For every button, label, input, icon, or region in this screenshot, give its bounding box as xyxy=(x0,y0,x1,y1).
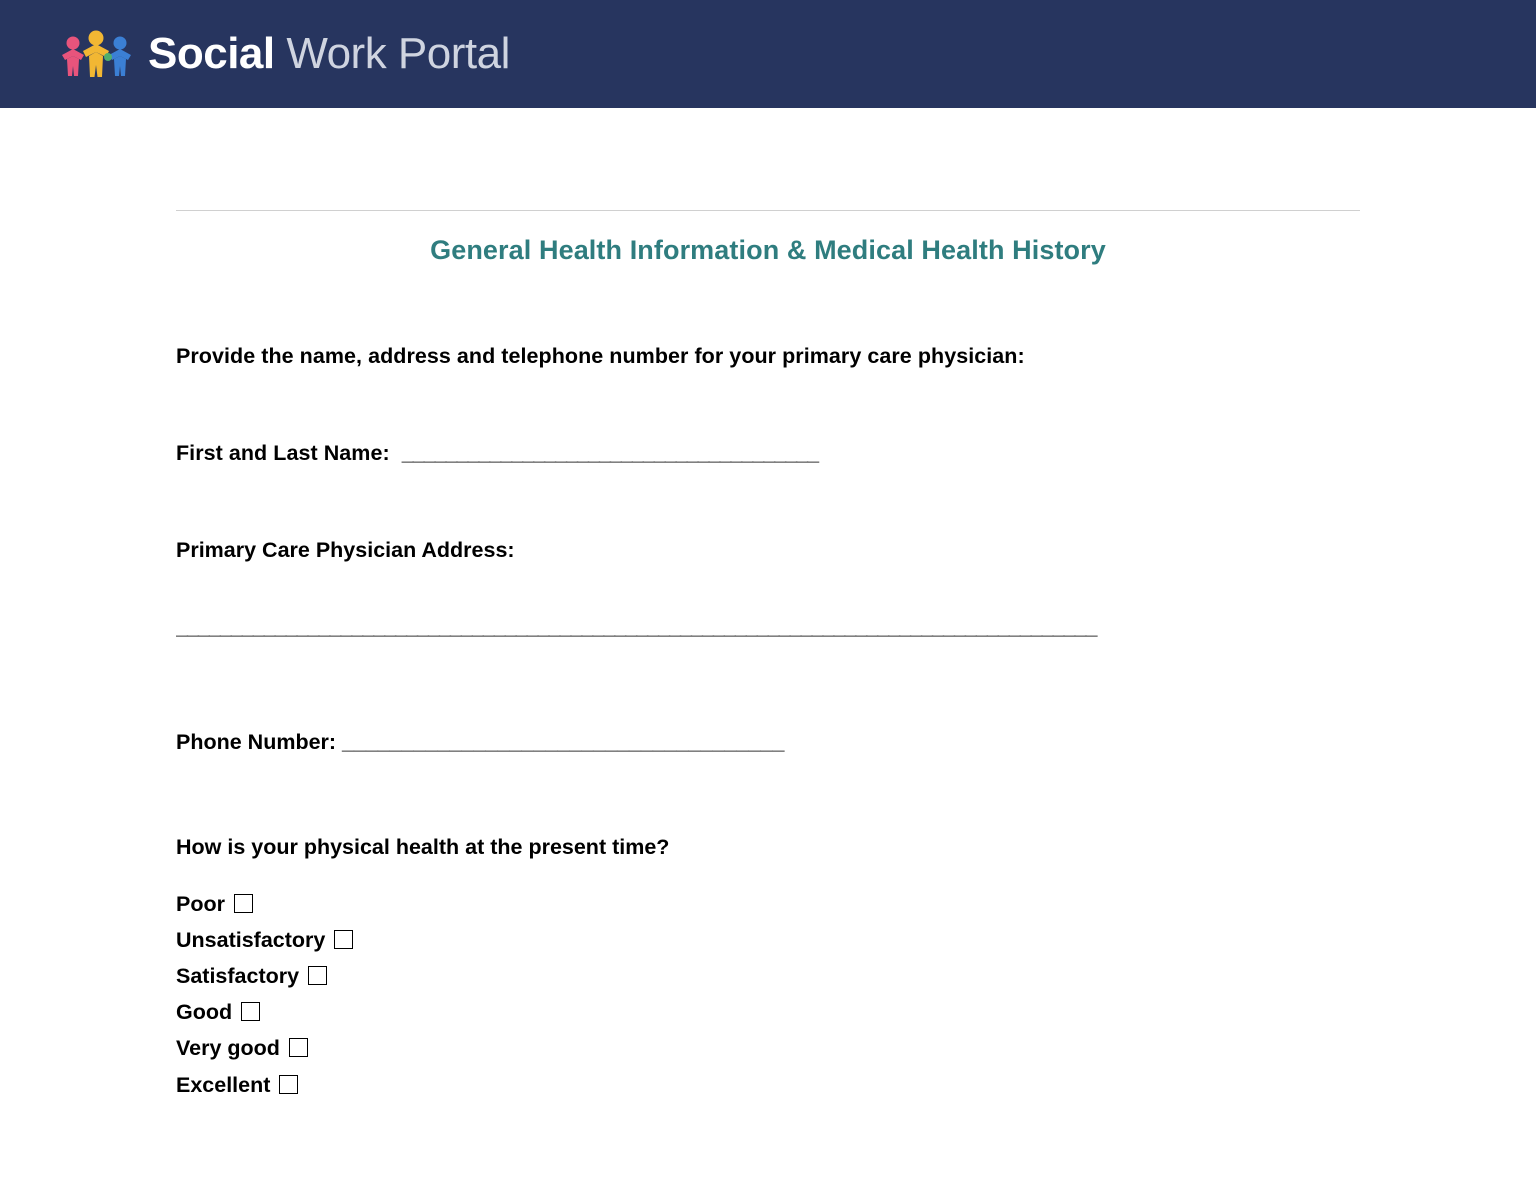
option-poor[interactable] xyxy=(176,886,1360,922)
address-field-label: Primary Care Physician Address: xyxy=(176,538,515,562)
address-field-blank[interactable]: ____________________________________________________________________________________ xyxy=(176,615,1097,639)
app-header xyxy=(0,0,1536,108)
name-field-row xyxy=(176,441,1360,466)
checkbox-icon[interactable] xyxy=(241,1002,260,1021)
option-unsatisfactory-label: Unsatisfactory xyxy=(176,928,326,953)
lead-instruction: Provide the name, address and telephone number for your primary care physician: xyxy=(176,344,1025,368)
health-question: How is your physical health at the present time? xyxy=(176,835,670,859)
option-unsatisfactory[interactable] xyxy=(176,922,1360,958)
checkbox-icon[interactable] xyxy=(308,966,327,985)
phone-field-label: Phone Number: xyxy=(176,730,343,754)
option-satisfactory[interactable] xyxy=(176,958,1360,994)
health-options-list xyxy=(176,886,1360,1103)
top-divider xyxy=(176,210,1360,211)
checkbox-icon[interactable] xyxy=(289,1038,308,1057)
brand-title-strong: Social xyxy=(148,29,275,78)
option-excellent-label: Excellent xyxy=(176,1072,271,1097)
document-page xyxy=(0,210,1536,1103)
option-very-good-label: Very good xyxy=(176,1036,280,1061)
name-field-label: First and Last Name: xyxy=(176,441,402,465)
option-excellent[interactable] xyxy=(176,1067,1360,1103)
phone-field-row xyxy=(176,730,1360,755)
option-very-good[interactable] xyxy=(176,1030,1360,1066)
checkbox-icon[interactable] xyxy=(334,930,353,949)
option-good[interactable] xyxy=(176,994,1360,1030)
option-good-label: Good xyxy=(176,1000,233,1025)
checkbox-icon[interactable] xyxy=(279,1075,298,1094)
page-title: General Health Information & Medical Health History xyxy=(430,235,1106,265)
document-body xyxy=(176,344,1360,1103)
checkbox-icon[interactable] xyxy=(234,894,253,913)
brand-title xyxy=(148,29,510,78)
option-poor-label: Poor xyxy=(176,892,225,916)
brand-title-light: Work Portal xyxy=(274,29,510,78)
phone-field-blank[interactable]: _____________________________________ xyxy=(342,730,785,754)
people-group-logo-icon xyxy=(56,27,140,81)
name-field-blank[interactable]: ______________________________________ xyxy=(401,441,819,465)
option-satisfactory-label: Satisfactory xyxy=(176,964,300,989)
